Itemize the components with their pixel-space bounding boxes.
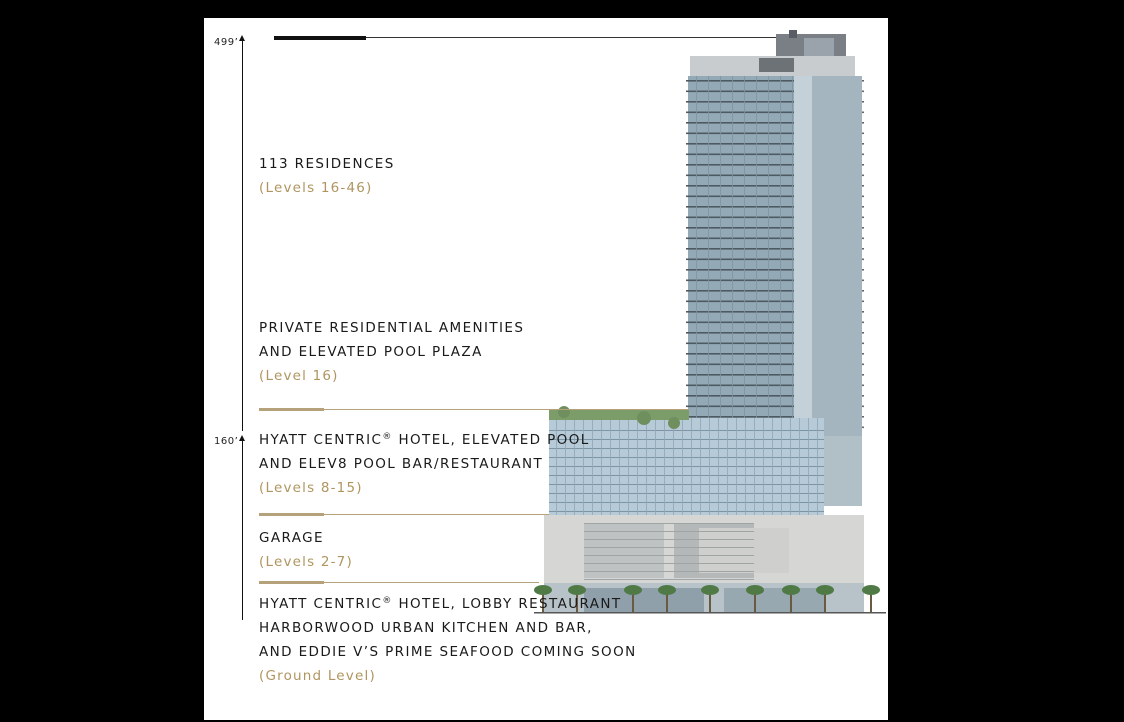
divider-garage: [259, 582, 539, 583]
section-ground-line-2: HARBORWOOD URBAN KITCHEN AND BAR,: [259, 620, 593, 636]
section-amenities: [259, 316, 524, 388]
section-amenities-line-1: PRIVATE RESIDENTIAL AMENITIES: [259, 320, 525, 336]
section-residences-title: 113 RESIDENCES: [259, 156, 395, 172]
section-ground-line-3: AND EDDIE V’S PRIME SEAFOOD COMING SOON: [259, 644, 637, 660]
section-garage-title: GARAGE: [259, 530, 324, 546]
section-residences: [259, 152, 395, 200]
elevation-top-label: 499’: [214, 37, 239, 48]
diagram-panel: [204, 18, 888, 720]
section-hotel-line-2: AND ELEV8 POOL BAR/RESTAURANT: [259, 456, 544, 472]
section-ground: [259, 592, 637, 688]
section-ground-levels: (Ground Level): [259, 668, 376, 684]
section-residences-levels: (Levels 16-46): [259, 180, 373, 196]
section-garage-levels: (Levels 2-7): [259, 554, 353, 570]
section-hotel: [259, 428, 590, 500]
elevation-mid-label: 160’: [214, 436, 239, 447]
section-hotel-line-1: HYATT CENTRIC® HOTEL, ELEVATED POOL: [259, 432, 590, 448]
divider-hotel: [259, 514, 549, 515]
divider-amenities: [259, 409, 689, 410]
section-hotel-levels: (Levels 8-15): [259, 480, 363, 496]
section-garage: [259, 526, 353, 574]
section-amenities-line-2: AND ELEVATED POOL PLAZA: [259, 344, 483, 360]
height-arrow-upper: [242, 39, 243, 431]
height-arrow-lower: [242, 439, 243, 620]
section-ground-line-1: HYATT CENTRIC® HOTEL, LOBBY RESTAURANT: [259, 596, 622, 612]
section-amenities-levels: (Level 16): [259, 368, 339, 384]
